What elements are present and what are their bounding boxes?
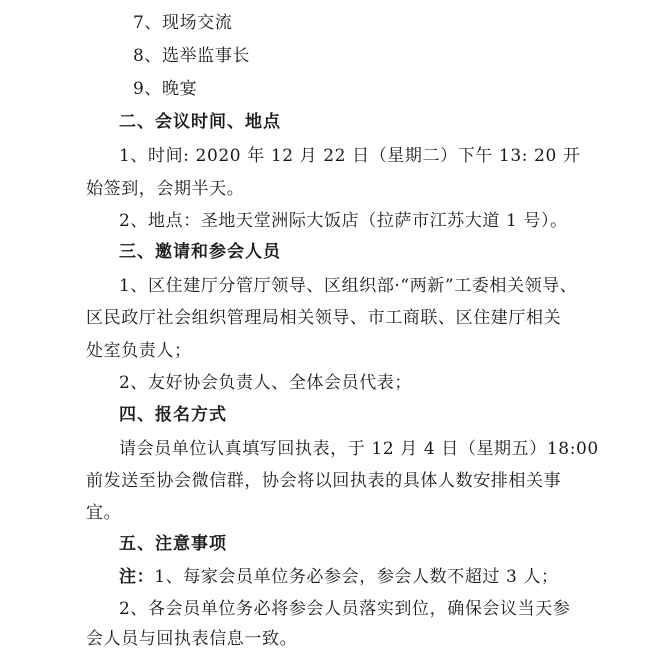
section-heading-registration: 四、报名方式 <box>119 405 227 425</box>
time-line-1: 1、时间: 2020 年 12 月 22 日（星期二）下午 13: 20 开 <box>119 146 581 166</box>
section-heading-attendees: 三、邀请和参会人员 <box>119 242 281 262</box>
attendees-line-2: 区民政厅社会组织管理局相关领导、市工商联、区住建厅相关 <box>86 308 562 328</box>
attendees-line-3: 处室负责人； <box>86 341 192 361</box>
agenda-item-8: 8、选举监事长 <box>133 46 251 66</box>
note-label: 注： <box>119 567 155 587</box>
section-heading-time-place: 二、会议时间、地点 <box>119 112 281 132</box>
attendees-line-1: 1、区住建厅分管厅领导、区组织部·“两新”工委相关领导、 <box>119 276 578 296</box>
time-line-2: 始签到，会期半天。 <box>86 179 245 199</box>
note-line-3: 会人员与回执表信息一致。 <box>86 629 298 649</box>
place-line: 2、地点：圣地天堂洲际大饭店（拉萨市江苏大道 1 号）。 <box>119 211 568 231</box>
note-1-text: 1、每家会员单位务必参会，参会人数不超过 3 人； <box>154 567 559 587</box>
note-line-1 <box>119 566 559 588</box>
attendees-line-4: 2、友好协会负责人、全体会员代表； <box>119 373 413 393</box>
agenda-item-9: 9、晚宴 <box>133 79 198 99</box>
registration-line-3: 宜。 <box>86 503 122 523</box>
registration-line-1: 请会员单位认真填写回执表，于 12 月 4 日（星期五）18:00 <box>119 439 599 459</box>
note-line-2: 2、各会员单位务必将参会人员落实到位，确保会议当天参 <box>119 599 571 619</box>
section-heading-notes: 五、注意事项 <box>119 534 227 554</box>
registration-line-2: 前发送至协会微信群，协会将以回执表的具体人数安排相关事 <box>86 471 562 491</box>
agenda-item-7: 7、现场交流 <box>133 13 233 33</box>
